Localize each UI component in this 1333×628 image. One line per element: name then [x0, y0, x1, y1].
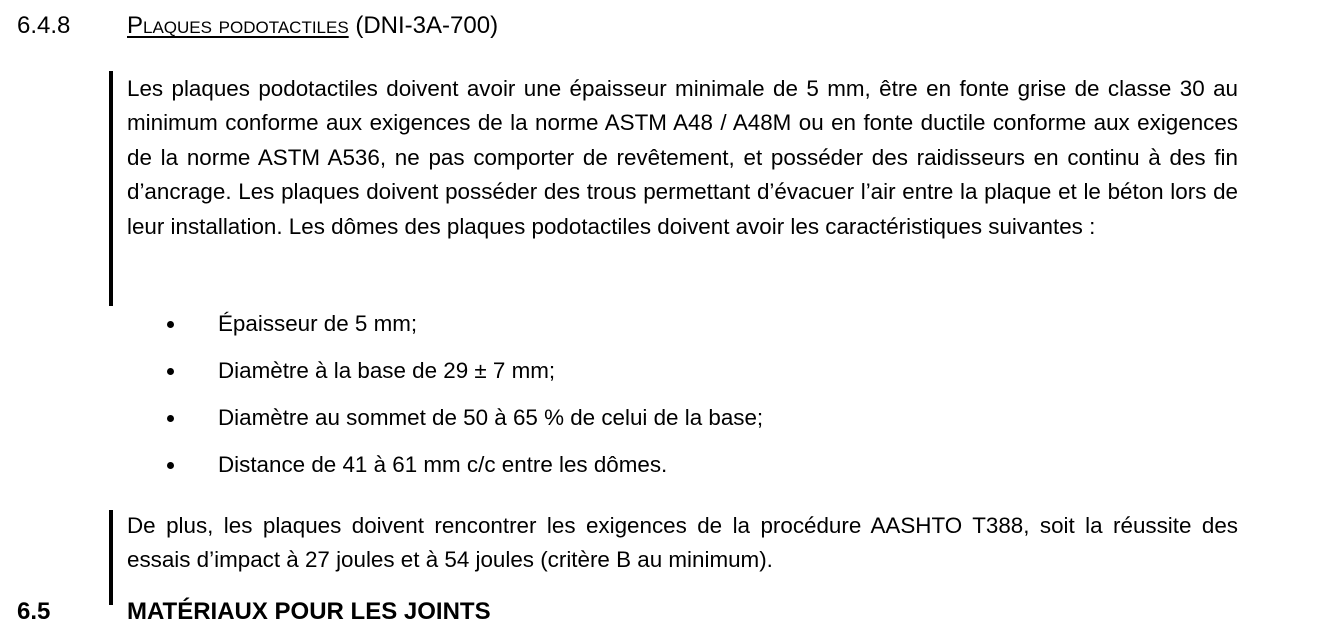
list-item-text: Diamètre à la base de 29 ± 7 mm; [218, 358, 556, 383]
list-item [0, 353, 900, 389]
paragraph: Les plaques podotactiles doivent avoir une épaisseur minimale de 5 mm, être en fonte grise de classe 30 au minimum conforme aux exigences de la norme ASTM A48 / A48M ou en fonte ductile conforme aux exigences de la norme ASTM A536, ne pas comporter de revêtement, et posséder des raidisseurs en continu à des fin d’ancrage. Les plaques doivent posséder des trous permettant d’évacuer l’air entre la plaque et le béton lors de leur installation. Les dômes des plaques podotactiles doivent avoir les caractéristiques suivantes : [127, 76, 1238, 239]
bullet-icon [167, 415, 174, 422]
section-heading [17, 10, 498, 42]
list-item-text: Épaisseur de 5 mm; [218, 311, 418, 336]
list-item-text: Distance de 41 à 61 mm c/c entre les dômes. [218, 452, 668, 477]
next-section-heading [17, 596, 491, 628]
bullet-icon [167, 462, 174, 469]
section-title: Plaques podotactiles [127, 12, 349, 39]
list-item-text: Diamètre au sommet de 50 à 65 % de celui de la base; [218, 405, 764, 430]
list-item [0, 306, 900, 342]
next-section-title: MATÉRIAUX POUR LES JOINTS [127, 598, 491, 625]
revision-bar [109, 510, 113, 605]
section-code: (DNI-3A-700) [348, 12, 499, 39]
section-number: 6.4.8 [17, 12, 71, 39]
bullet-icon [167, 321, 174, 328]
next-section-number: 6.5 [17, 598, 51, 625]
paragraph: De plus, les plaques doivent rencontrer les exigences de la procédure AASHTO T388, soit la réussite des essais d’impact à 27 joules et à 54 joules (critère B au minimum). [127, 513, 1238, 573]
list-item [0, 447, 900, 483]
bullet-icon [167, 368, 174, 375]
list-item [0, 400, 900, 436]
revision-bar [109, 71, 113, 306]
